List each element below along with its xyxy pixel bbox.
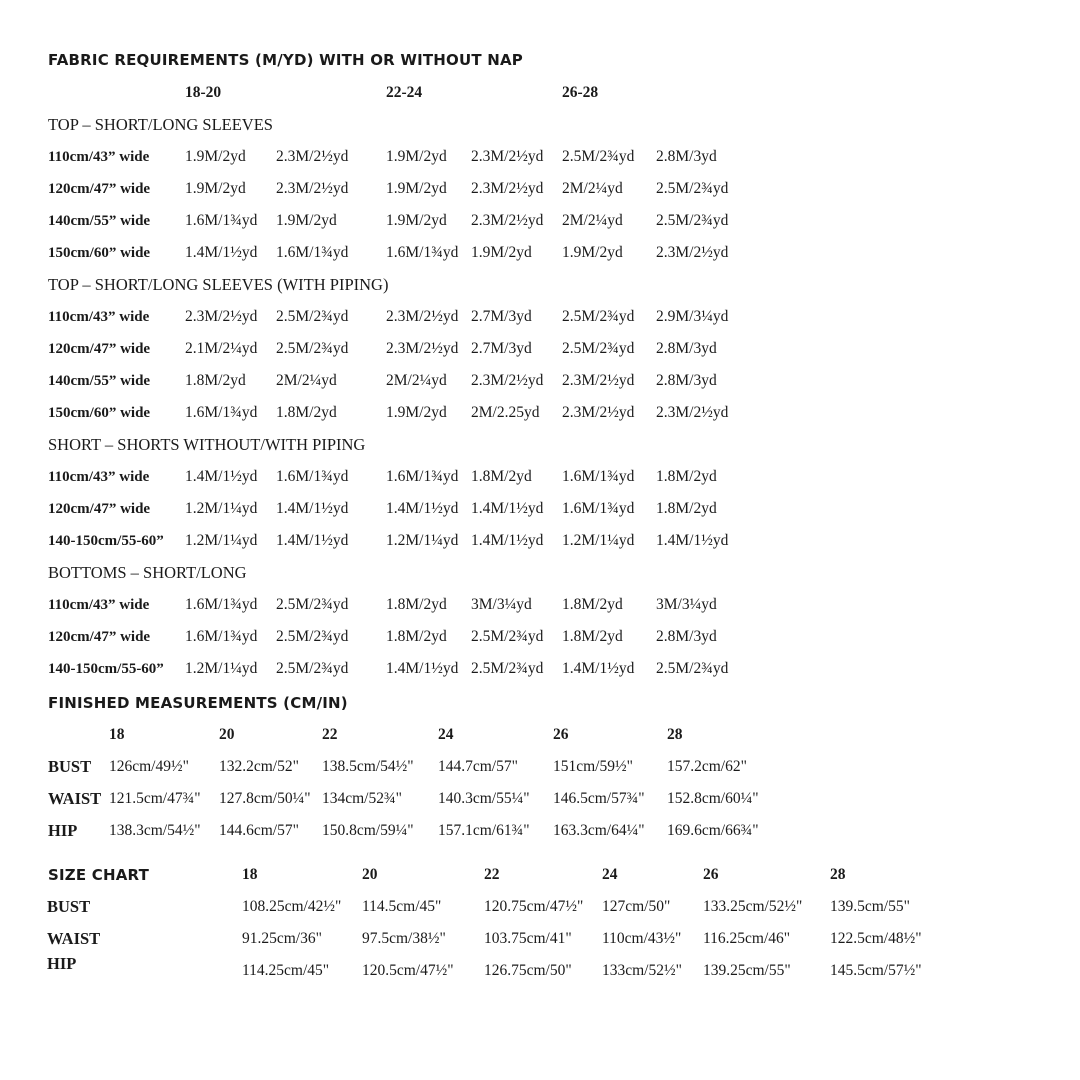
- fabric-amount-cell: 1.6M/1¾yd: [185, 596, 258, 613]
- fabric-amount-cell: 2.3M/2½yd: [276, 180, 349, 197]
- fabric-row: [0, 338, 1080, 360]
- fabric-width-label: 120cm/47” wide: [48, 629, 151, 645]
- size-header: 20: [362, 866, 378, 883]
- fabric-row: [0, 242, 1080, 264]
- fabric-amount-cell: 1.4M/1½yd: [656, 532, 729, 549]
- fabric-amount-cell: 1.9M/2yd: [386, 404, 447, 421]
- fabric-amount-cell: 3M/3¼yd: [656, 596, 717, 613]
- fabric-width-label: 150cm/60” wide: [48, 245, 151, 261]
- fabric-amount-cell: 2.9M/3¼yd: [656, 308, 729, 325]
- fabric-amount-cell: 1.6M/1¾yd: [185, 628, 258, 645]
- fabric-amount-cell: 1.4M/1½yd: [185, 244, 258, 261]
- fabric-amount-cell: 2.5M/2¾yd: [276, 308, 349, 325]
- measurement-cell: 150.8cm/59¼": [322, 822, 414, 839]
- size-chart-row: [0, 960, 1080, 982]
- finished-measurements-heading: FINISHED MEASUREMENTS (CM/IN): [48, 694, 348, 712]
- fabric-amount-cell: 1.8M/2yd: [656, 500, 717, 517]
- fabric-amount-cell: 1.4M/1½yd: [276, 500, 349, 517]
- measurement-cell: 116.25cm/46": [703, 930, 791, 947]
- fabric-row: [0, 658, 1080, 680]
- fabric-width-label: 140-150cm/55-60”: [48, 533, 164, 549]
- measurement-cell: 126.75cm/50": [484, 962, 572, 979]
- fabric-amount-cell: 1.4M/1½yd: [471, 500, 544, 517]
- finished-row: [0, 820, 1080, 842]
- fabric-amount-cell: 2.3M/2½yd: [471, 372, 544, 389]
- measurement-label: WAIST: [47, 929, 101, 948]
- fabric-amount-cell: 1.6M/1¾yd: [386, 468, 459, 485]
- fabric-amount-cell: 1.8M/2yd: [185, 372, 246, 389]
- fabric-amount-cell: 1.8M/2yd: [471, 468, 532, 485]
- fabric-row: [0, 498, 1080, 520]
- measurement-cell: 138.3cm/54½": [109, 822, 201, 839]
- size-chart-row: [0, 896, 1080, 918]
- fabric-row: [0, 466, 1080, 488]
- measurement-cell: 163.3cm/64¼": [553, 822, 645, 839]
- size-header: 26: [703, 866, 719, 883]
- fabric-amount-cell: 1.2M/1¼yd: [386, 532, 459, 549]
- measurement-cell: 132.2cm/52": [219, 758, 299, 775]
- fabric-amount-cell: 2.5M/2¾yd: [656, 212, 729, 229]
- fabric-section-title: TOP – SHORT/LONG SLEEVES: [48, 115, 273, 134]
- size-group-header: 18-20: [185, 84, 222, 101]
- fabric-amount-cell: 2M/2¼yd: [562, 180, 623, 197]
- fabric-amount-cell: 1.6M/1¾yd: [185, 212, 258, 229]
- size-header: 24: [438, 726, 454, 743]
- measurement-cell: 127cm/50": [602, 898, 671, 915]
- size-header: 22: [484, 866, 500, 883]
- fabric-amount-cell: 2.5M/2¾yd: [276, 628, 349, 645]
- fabric-amount-cell: 1.9M/2yd: [386, 180, 447, 197]
- fabric-amount-cell: 1.6M/1¾yd: [562, 468, 635, 485]
- measurement-cell: 144.7cm/57": [438, 758, 518, 775]
- fabric-row: [0, 402, 1080, 424]
- fabric-amount-cell: 2.3M/2½yd: [471, 212, 544, 229]
- fabric-amount-cell: 1.8M/2yd: [562, 596, 623, 613]
- fabric-row: [0, 594, 1080, 616]
- fabric-width-label: 140cm/55” wide: [48, 373, 151, 389]
- fabric-amount-cell: 2.3M/2½yd: [276, 148, 349, 165]
- size-chart-heading: SIZE CHART: [48, 866, 150, 884]
- measurement-cell: 139.5cm/55": [830, 898, 910, 915]
- fabric-amount-cell: 2.3M/2½yd: [185, 308, 258, 325]
- fabric-amount-cell: 2.5M/2¾yd: [562, 340, 635, 357]
- size-header: 18: [242, 866, 258, 883]
- fabric-amount-cell: 2.3M/2½yd: [656, 244, 729, 261]
- measurement-cell: 122.5cm/48½": [830, 930, 922, 947]
- fabric-amount-cell: 1.9M/2yd: [386, 148, 447, 165]
- measurement-cell: 157.1cm/61¾": [438, 822, 530, 839]
- fabric-amount-cell: 1.6M/1¾yd: [276, 244, 349, 261]
- fabric-amount-cell: 2.3M/2½yd: [471, 180, 544, 197]
- fabric-amount-cell: 2.5M/2¾yd: [562, 148, 635, 165]
- fabric-row: [0, 306, 1080, 328]
- fabric-amount-cell: 2.5M/2¾yd: [276, 660, 349, 677]
- fabric-amount-cell: 1.6M/1¾yd: [185, 404, 258, 421]
- fabric-amount-cell: 1.4M/1½yd: [386, 660, 459, 677]
- fabric-amount-cell: 2.3M/2½yd: [562, 404, 635, 421]
- fabric-amount-cell: 1.6M/1¾yd: [386, 244, 459, 261]
- fabric-amount-cell: 2.1M/2¼yd: [185, 340, 258, 357]
- finished-row: [0, 788, 1080, 810]
- measurement-cell: 110cm/43½": [602, 930, 682, 947]
- fabric-row: [0, 178, 1080, 200]
- measurement-cell: 152.8cm/60¼": [667, 790, 759, 807]
- fabric-amount-cell: 2.8M/3yd: [656, 148, 717, 165]
- fabric-amount-cell: 1.6M/1¾yd: [276, 468, 349, 485]
- fabric-amount-cell: 2M/2.25yd: [471, 404, 540, 421]
- finished-size-header-row: [0, 724, 1080, 746]
- fabric-amount-cell: 2.5M/2¾yd: [562, 308, 635, 325]
- measurement-label: BUST: [47, 897, 91, 916]
- measurement-cell: 169.6cm/66¾": [667, 822, 759, 839]
- fabric-width-label: 150cm/60” wide: [48, 405, 151, 421]
- fabric-amount-cell: 1.8M/2yd: [656, 468, 717, 485]
- fabric-amount-cell: 1.9M/2yd: [185, 180, 246, 197]
- size-group-header: 26-28: [562, 84, 599, 101]
- fabric-section-title: TOP – SHORT/LONG SLEEVES (WITH PIPING): [48, 275, 389, 294]
- fabric-row: [0, 626, 1080, 648]
- fabric-row: [0, 146, 1080, 168]
- fabric-width-label: 110cm/43” wide: [48, 597, 150, 613]
- measurement-cell: 114.25cm/45": [242, 962, 330, 979]
- size-header: 20: [219, 726, 235, 743]
- fabric-width-label: 120cm/47” wide: [48, 341, 151, 357]
- size-header: 28: [667, 726, 683, 743]
- measurement-cell: 134cm/52¾": [322, 790, 402, 807]
- fabric-width-label: 120cm/47” wide: [48, 181, 151, 197]
- measurement-cell: 108.25cm/42½": [242, 898, 342, 915]
- fabric-amount-cell: 1.8M/2yd: [276, 404, 337, 421]
- fabric-width-label: 140cm/55” wide: [48, 213, 151, 229]
- fabric-requirements-heading: FABRIC REQUIREMENTS (M/YD) WITH OR WITHOUT NAP: [48, 51, 523, 69]
- fabric-amount-cell: 2M/2¼yd: [562, 212, 623, 229]
- measurement-cell: 133cm/52½": [602, 962, 682, 979]
- fabric-row: [0, 370, 1080, 392]
- fabric-amount-cell: 1.4M/1½yd: [185, 468, 258, 485]
- measurement-label: HIP: [47, 954, 77, 973]
- fabric-amount-cell: 1.2M/1¼yd: [562, 532, 635, 549]
- measurement-cell: 103.75cm/41": [484, 930, 572, 947]
- fabric-amount-cell: 1.8M/2yd: [562, 628, 623, 645]
- measurement-cell: 140.3cm/55¼": [438, 790, 530, 807]
- fabric-amount-cell: 1.4M/1½yd: [386, 500, 459, 517]
- measurement-cell: 138.5cm/54½": [322, 758, 414, 775]
- measurement-cell: 139.25cm/55": [703, 962, 791, 979]
- measurement-cell: 91.25cm/36": [242, 930, 322, 947]
- fabric-amount-cell: 2.8M/3yd: [656, 372, 717, 389]
- fabric-amount-cell: 2.8M/3yd: [656, 628, 717, 645]
- fabric-amount-cell: 2.5M/2¾yd: [276, 340, 349, 357]
- fabric-amount-cell: 2.5M/2¾yd: [656, 180, 729, 197]
- measurement-cell: 157.2cm/62": [667, 758, 747, 775]
- fabric-amount-cell: 1.2M/1¼yd: [185, 660, 258, 677]
- fabric-amount-cell: 2.8M/3yd: [656, 340, 717, 357]
- fabric-section-title: SHORT – SHORTS WITHOUT/WITH PIPING: [48, 435, 366, 454]
- fabric-amount-cell: 1.4M/1½yd: [471, 532, 544, 549]
- measurement-cell: 120.75cm/47½": [484, 898, 584, 915]
- fabric-amount-cell: 3M/3¼yd: [471, 596, 532, 613]
- measurement-cell: 127.8cm/50¼": [219, 790, 311, 807]
- fabric-amount-cell: 1.8M/2yd: [386, 628, 447, 645]
- fabric-width-label: 110cm/43” wide: [48, 469, 150, 485]
- size-header: 22: [322, 726, 338, 743]
- fabric-amount-cell: 1.6M/1¾yd: [562, 500, 635, 517]
- fabric-amount-cell: 1.2M/1¼yd: [185, 500, 258, 517]
- fabric-amount-cell: 2.7M/3yd: [471, 340, 532, 357]
- fabric-amount-cell: 2.3M/2½yd: [562, 372, 635, 389]
- fabric-amount-cell: 2.7M/3yd: [471, 308, 532, 325]
- measurement-label: HIP: [48, 821, 78, 840]
- measurement-cell: 97.5cm/38½": [362, 930, 446, 947]
- size-chart-header-row: [0, 864, 1080, 886]
- size-chart-row: [0, 928, 1080, 950]
- measurement-cell: 121.5cm/47¾": [109, 790, 201, 807]
- fabric-amount-cell: 2.5M/2¾yd: [471, 660, 544, 677]
- finished-row: [0, 756, 1080, 778]
- fabric-amount-cell: 2M/2¼yd: [386, 372, 447, 389]
- measurement-cell: 126cm/49½": [109, 758, 189, 775]
- measurement-cell: 151cm/59½": [553, 758, 633, 775]
- measurement-cell: 144.6cm/57": [219, 822, 299, 839]
- fabric-row: [0, 530, 1080, 552]
- fabric-amount-cell: 1.8M/2yd: [386, 596, 447, 613]
- fabric-amount-cell: 1.2M/1¼yd: [185, 532, 258, 549]
- fabric-row: [0, 210, 1080, 232]
- fabric-amount-cell: 2M/2¼yd: [276, 372, 337, 389]
- size-header: 24: [602, 866, 618, 883]
- fabric-amount-cell: 2.3M/2½yd: [656, 404, 729, 421]
- measurement-cell: 146.5cm/57¾": [553, 790, 645, 807]
- size-group-header-row: [0, 82, 1080, 104]
- fabric-amount-cell: 1.4M/1½yd: [562, 660, 635, 677]
- measurement-label: BUST: [48, 757, 92, 776]
- measurement-label: WAIST: [48, 789, 102, 808]
- measurement-cell: 114.5cm/45": [362, 898, 442, 915]
- fabric-amount-cell: 1.9M/2yd: [276, 212, 337, 229]
- measurement-cell: 120.5cm/47½": [362, 962, 454, 979]
- fabric-amount-cell: 2.5M/2¾yd: [656, 660, 729, 677]
- fabric-amount-cell: 1.9M/2yd: [386, 212, 447, 229]
- size-header: 26: [553, 726, 569, 743]
- fabric-amount-cell: 2.5M/2¾yd: [471, 628, 544, 645]
- fabric-amount-cell: 2.3M/2½yd: [386, 340, 459, 357]
- measurement-cell: 133.25cm/52½": [703, 898, 803, 915]
- size-group-header: 22-24: [386, 84, 423, 101]
- fabric-width-label: 140-150cm/55-60”: [48, 661, 164, 677]
- size-header: 28: [830, 866, 846, 883]
- size-header: 18: [109, 726, 125, 743]
- fabric-width-label: 110cm/43” wide: [48, 309, 150, 325]
- fabric-amount-cell: 1.9M/2yd: [471, 244, 532, 261]
- fabric-amount-cell: 2.3M/2½yd: [386, 308, 459, 325]
- fabric-amount-cell: 1.9M/2yd: [562, 244, 623, 261]
- fabric-amount-cell: 1.9M/2yd: [185, 148, 246, 165]
- fabric-amount-cell: 2.5M/2¾yd: [276, 596, 349, 613]
- fabric-section-title: BOTTOMS – SHORT/LONG: [48, 563, 247, 582]
- fabric-amount-cell: 2.3M/2½yd: [471, 148, 544, 165]
- fabric-width-label: 120cm/47” wide: [48, 501, 151, 517]
- measurement-cell: 145.5cm/57½": [830, 962, 922, 979]
- fabric-width-label: 110cm/43” wide: [48, 149, 150, 165]
- fabric-amount-cell: 1.4M/1½yd: [276, 532, 349, 549]
